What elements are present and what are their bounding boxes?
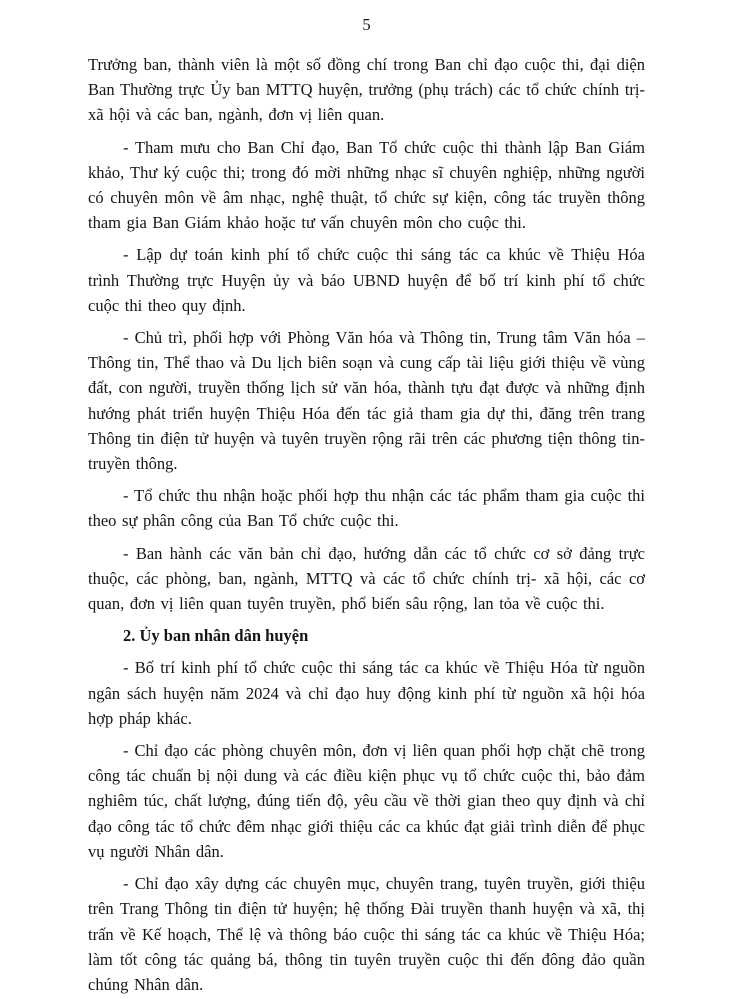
body-paragraph: Trưởng ban, thành viên là một số đồng chí trong Ban chỉ đạo cuộc thi, đại diện Ban Thường trực Ủy ban MTTQ huyện, trưởng (phụ trách) các tổ chức chính trị-xã hội và các ban, ngành, đơn vị liên quan.: [88, 55, 645, 125]
body-paragraph: - Lập dự toán kinh phí tổ chức cuộc thi sáng tác ca khúc về Thiệu Hóa trình Thường trực Huyện ủy và báo UBND huyện để bố trí kinh phí tổ chức cuộc thi theo quy định.: [88, 245, 645, 315]
body-paragraph: - Chỉ đạo xây dựng các chuyên mục, chuyên trang, tuyên truyền, giới thiệu trên Trang Thông tin điện tử huyện; hệ thống Đài truyền thanh huyện và xã, thị trấn về Kế hoạch, Thể lệ và thông báo cuộc thi sáng tác ca khúc về Thiệu Hóa; làm tốt công tác quảng bá, thông tin tuyên truyền cuộc thi đến đông đảo quần chúng Nhân dân.: [88, 874, 645, 994]
body-paragraph: - Tổ chức thu nhận hoặc phối hợp thu nhận các tác phẩm tham gia cuộc thi theo sự phân công của Ban Tổ chức cuộc thi.: [88, 486, 645, 531]
page-number: 5: [362, 15, 371, 34]
section-heading: 2. Ủy ban nhân dân huyện: [123, 626, 309, 646]
body-paragraph: - Ban hành các văn bản chỉ đạo, hướng dẫn các tổ chức cơ sở đảng trực thuộc, các phòng, ban, ngành, MTTQ và các tổ chức chính trị- xã hội, các cơ quan, đơn vị liên quan tuyên truyền, phổ biến sâu rộng, lan tỏa về cuộc thi.: [88, 543, 645, 614]
body-paragraph: - Bố trí kinh phí tổ chức cuộc thi sáng tác ca khúc về Thiệu Hóa từ nguồn ngân sách huyện năm 2024 và chỉ đạo huy động kinh phí từ nguồn xã hội hóa hợp pháp khác.: [88, 658, 645, 728]
body-paragraph: - Chủ trì, phối hợp với Phòng Văn hóa và Thông tin, Trung tâm Văn hóa – Thông tin, Thể thao và Du lịch biên soạn và cung cấp tài liệu giới thiệu về vùng đất, con người, truyền thống lịch sử văn hóa, thành tựu đạt được và những định hướng phát triển huyện Thiệu Hóa đến tác giả tham gia dự thi, đăng trên trang Thông tin điện tử huyện và tuyên truyền rộng rãi trên các phương tiện thông tin-truyền thông.: [88, 328, 645, 474]
body-paragraph: - Chỉ đạo các phòng chuyên môn, đơn vị liên quan phối hợp chặt chẽ trong công tác chuẩn bị nội dung và các điều kiện phục vụ tổ chức cuộc thi, bảo đảm nghiêm túc, chất lượng, đúng tiến độ, yêu cầu về thời gian theo quy định và chỉ đạo công tác tổ chức đêm nhạc giới thiệu các ca khúc đạt giải trình diễn để phục vụ người Nhân dân.: [88, 741, 645, 861]
body-paragraph: - Tham mưu cho Ban Chỉ đạo, Ban Tổ chức cuộc thi thành lập Ban Giám khảo, Thư ký cuộc thi; trong đó mời những nhạc sĩ chuyên nghiệp, những người có chuyên môn về âm nhạc, nghệ thuật, tổ chức sự kiện, công tác truyền thông tham gia Ban Giám khảo hoặc tư vấn chuyên môn cho cuộc thi.: [88, 137, 645, 233]
